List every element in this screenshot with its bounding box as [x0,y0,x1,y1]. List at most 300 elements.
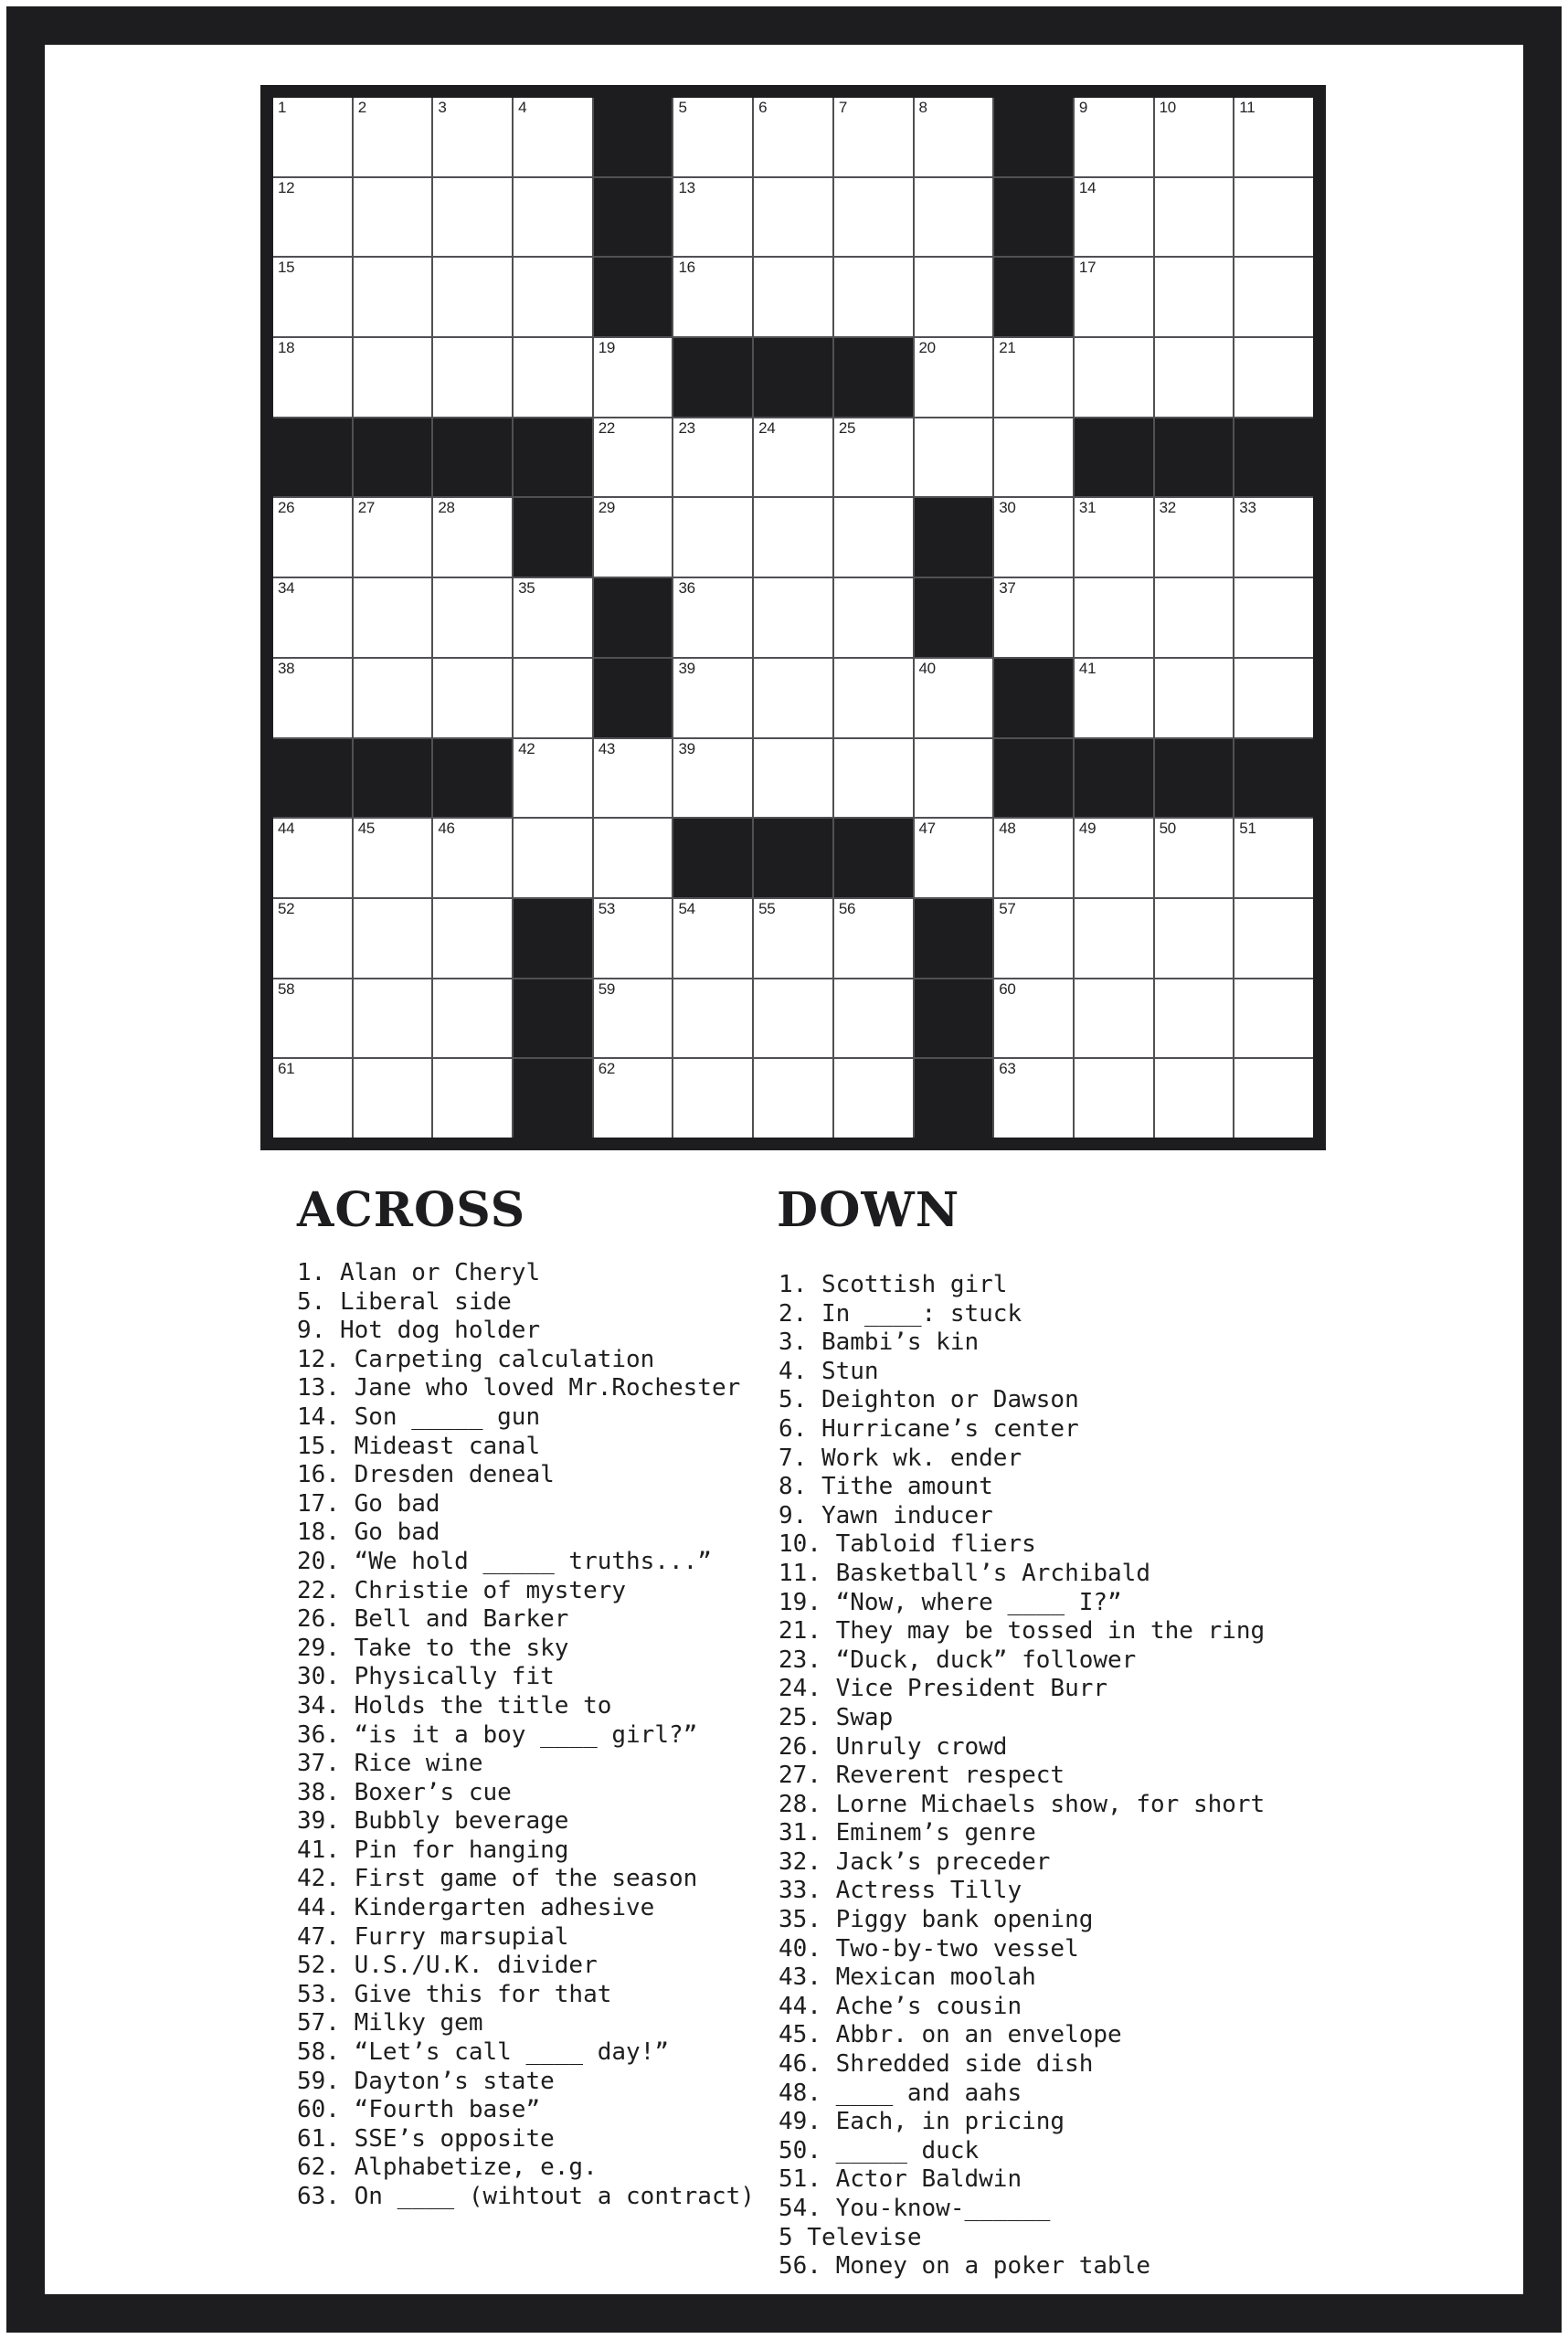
grid-cell-r3-c8[interactable] [834,258,913,336]
cell-number: 46 [438,820,455,838]
cell-number: 24 [758,418,776,437]
black-square-r6-c9 [915,498,993,577]
black-square-r9-c3 [433,739,512,818]
grid-cell-r4-c4[interactable] [514,338,592,417]
cell-number: 48 [999,820,1016,838]
cell-number: 16 [678,259,695,277]
grid-cell-r11-c5[interactable] [594,899,673,978]
black-square-r8-c5 [594,659,673,737]
grid-cell-r10-c10[interactable] [994,819,1073,897]
black-square-r5-c3 [433,418,512,497]
black-square-r10-c8 [834,819,913,897]
black-square-r11-c9 [915,899,993,978]
black-square-r9-c10 [994,739,1073,818]
cell-number: 62 [598,1060,616,1078]
cell-number: 12 [278,178,295,196]
grid-cell-r11-c10[interactable] [994,899,1073,978]
black-square-r7-c9 [915,578,993,657]
grid-cell-r13-c3[interactable] [433,1059,512,1138]
grid-cell-r8-c1[interactable] [273,659,352,737]
down-clue-1: 1. Scottish girl [779,1271,1008,1298]
grid-cell-r10-c1[interactable] [273,819,352,897]
cell-number: 55 [758,899,776,917]
grid-cell-r8-c8[interactable] [834,659,913,737]
cell-number: 47 [918,820,936,838]
grid-cell-r2-c13[interactable] [1234,178,1313,257]
grid-cell-r10-c4[interactable] [514,819,592,897]
grid-cell-r11-c8[interactable] [834,899,913,978]
grid-cell-r6-c3[interactable] [433,498,512,577]
grid-cell-r12-c10[interactable] [994,979,1073,1058]
down-clue-5: 5. Deighton or Dawson [779,1386,1079,1414]
down-clue-6: 6. Hurricane’s center [779,1414,1079,1443]
grid-cell-r8-c3[interactable] [433,659,512,737]
across-clue-38: 38. Boxer’s cue [297,1778,512,1806]
grid-cell-r2-c11[interactable] [1075,178,1153,257]
grid-cell-r7-c12[interactable] [1155,578,1234,657]
grid-cell-r3-c6[interactable] [673,258,752,336]
grid-cell-r9-c8[interactable] [834,739,913,818]
black-square-r5-c11 [1075,418,1153,497]
grid-cell-r6-c2[interactable] [354,498,432,577]
black-square-r8-c10 [994,659,1073,737]
grid-cell-r7-c2[interactable] [354,578,432,657]
grid-cell-r7-c6[interactable] [673,578,752,657]
black-square-r4-c7 [754,338,832,417]
down-heading: DOWN [777,1182,960,1238]
grid-cell-r2-c1[interactable] [273,178,352,257]
grid-cell-r1-c3[interactable] [433,98,512,176]
black-square-r5-c12 [1155,418,1234,497]
black-square-r4-c8 [834,338,913,417]
grid-cell-r4-c12[interactable] [1155,338,1234,417]
cell-number: 11 [1239,99,1255,116]
grid-cell-r3-c3[interactable] [433,258,512,336]
grid-cell-r8-c4[interactable] [514,659,592,737]
cell-number: 14 [1078,178,1097,196]
cell-number: 41 [1078,659,1097,677]
grid-cell-r11-c13[interactable] [1234,899,1313,978]
cell-number: 49 [1078,820,1097,838]
grid-cell-r9-c6[interactable] [673,739,752,818]
black-square-r2-c5 [594,178,673,257]
grid-cell-r7-c11[interactable] [1075,578,1153,657]
black-square-r12-c9 [915,979,993,1058]
grid-cell-r13-c12[interactable] [1155,1059,1234,1138]
across-clue-47: 47. Furry marsupial [297,1922,569,1951]
grid-cell-r12-c3[interactable] [433,979,512,1058]
across-clue-16: 16. Dresden deneal [297,1461,555,1489]
cell-number: 15 [278,259,295,277]
grid-cell-r11-c11[interactable] [1075,899,1153,978]
grid-cell-r8-c6[interactable] [673,659,752,737]
across-clue-41: 41. Pin for hanging [297,1836,569,1864]
grid-cell-r2-c8[interactable] [834,178,913,257]
black-square-r9-c12 [1155,739,1234,818]
across-clue-22: 22. Christie of mystery [297,1576,627,1604]
grid-cell-r11-c7[interactable] [754,899,832,978]
black-square-r10-c7 [754,819,832,897]
grid-cell-r2-c4[interactable] [514,178,592,257]
across-clue-63: 63. On ____ (wihtout a contract) [297,2183,755,2210]
cell-number: 36 [678,579,695,598]
grid-cell-r13-c5[interactable] [594,1059,673,1138]
cell-number: 28 [438,499,455,517]
grid-cell-r10-c5[interactable] [594,819,673,897]
cell-number: 29 [598,499,616,517]
black-square-r13-c4 [514,1059,592,1138]
cell-number: 43 [598,739,616,757]
across-clue-52: 52. U.S./U.K. divider [297,1952,598,1980]
down-clue-44: 44. Ache’s cousin [779,1992,1022,2020]
down-clue-4: 4. Stun [779,1357,879,1385]
across-clue-20: 20. “We hold _____ truths...” [297,1547,712,1575]
down-clue-26: 26. Unruly crowd [779,1732,1008,1761]
grid-cell-r9-c7[interactable] [754,739,832,818]
cell-number: 60 [999,979,1016,998]
across-clue-15: 15. Mideast canal [297,1432,541,1460]
grid-cell-r3-c11[interactable] [1075,258,1153,336]
grid-cell-r1-c7[interactable] [754,98,832,176]
cell-number: 32 [1159,499,1176,517]
down-clue-50: 50. _____ duck [779,2136,980,2164]
grid-cell-r6-c11[interactable] [1075,498,1153,577]
down-clue-54: 54. You-know-______ [779,2195,1051,2222]
cell-number: 26 [278,499,295,517]
grid-cell-r8-c12[interactable] [1155,659,1234,737]
grid-cell-r12-c7[interactable] [754,979,832,1058]
grid-cell-r5-c8[interactable] [834,418,913,497]
grid-cell-r6-c6[interactable] [673,498,752,577]
down-clue-11: 11. Basketball’s Archibald [779,1559,1150,1587]
grid-cell-r6-c1[interactable] [273,498,352,577]
black-square-r1-c5 [594,98,673,176]
across-clue-60: 60. “Fourth base” [297,2096,541,2124]
black-square-r5-c13 [1234,418,1313,497]
grid-cell-r10-c2[interactable] [354,819,432,897]
cell-number: 57 [999,899,1016,917]
grid-cell-r6-c7[interactable] [754,498,832,577]
grid-cell-r13-c7[interactable] [754,1059,832,1138]
across-clue-18: 18. Go bad [297,1519,440,1547]
down-clue-3: 3. Bambi’s kin [779,1328,980,1357]
down-clue-48: 48. ____ and aahs [779,2079,1022,2107]
grid-cell-r3-c13[interactable] [1234,258,1313,336]
grid-cell-r6-c10[interactable] [994,498,1073,577]
grid-cell-r4-c2[interactable] [354,338,432,417]
grid-cell-r8-c9[interactable] [915,659,993,737]
down-clue-45: 45. Abbr. on an envelope [779,2021,1122,2049]
cell-number: 35 [518,579,535,598]
grid-cell-r10-c12[interactable] [1155,819,1234,897]
grid-cell-r4-c1[interactable] [273,338,352,417]
grid-cell-r1-c9[interactable] [915,98,993,176]
down-clue-28: 28. Lorne Michaels show, for short [779,1790,1266,1818]
black-square-r6-c4 [514,498,592,577]
grid-cell-r3-c12[interactable] [1155,258,1234,336]
cell-number: 38 [278,659,295,677]
cell-number: 10 [1159,99,1176,116]
across-clue-list [297,1259,755,2212]
grid-cell-r5-c6[interactable] [673,418,752,497]
across-clue-12: 12. Carpeting calculation [297,1345,655,1373]
cell-number: 30 [999,499,1016,517]
black-square-r13-c9 [915,1059,993,1138]
grid-cell-r11-c3[interactable] [433,899,512,978]
grid-cell-r4-c10[interactable] [994,338,1073,417]
grid-cell-r1-c1[interactable] [273,98,352,176]
black-square-r9-c13 [1234,739,1313,818]
grid-cell-r13-c1[interactable] [273,1059,352,1138]
grid-cell-r3-c2[interactable] [354,258,432,336]
down-clue-33: 33. Actress Tilly [779,1877,1022,1905]
across-clue-13: 13. Jane who loved Mr.Rochester [297,1374,741,1402]
grid-cell-r2-c9[interactable] [915,178,993,257]
grid-cell-r2-c7[interactable] [754,178,832,257]
across-clue-5: 5. Liberal side [297,1287,512,1316]
grid-cell-r10-c11[interactable] [1075,819,1153,897]
down-clue-2: 2. In ____: stuck [779,1299,1022,1328]
cell-number: 5 [678,99,687,116]
grid-cell-r3-c9[interactable] [915,258,993,336]
grid-cell-r1-c2[interactable] [354,98,432,176]
down-clue-40: 40. Two-by-two vessel [779,1934,1079,1963]
down-clue-35: 35. Piggy bank opening [779,1906,1094,1934]
grid-cell-r1-c8[interactable] [834,98,913,176]
cell-number: 1 [278,99,287,116]
down-clue-9: 9. Yawn inducer [779,1501,993,1529]
cell-number: 6 [758,99,768,116]
black-square-r5-c2 [354,418,432,497]
grid-cell-r6-c8[interactable] [834,498,913,577]
grid-cell-r9-c4[interactable] [514,739,592,818]
grid-cell-r8-c2[interactable] [354,659,432,737]
down-clue-21: 21. They may be tossed in the ring [779,1617,1266,1646]
cell-number: 13 [678,178,695,196]
black-square-r5-c4 [514,418,592,497]
down-clue-23: 23. “Duck, duck” follower [779,1646,1137,1674]
grid-cell-r7-c7[interactable] [754,578,832,657]
grid-cell-r12-c5[interactable] [594,979,673,1058]
down-clue-51: 51. Actor Baldwin [779,2165,1022,2194]
grid-cell-r2-c3[interactable] [433,178,512,257]
cell-number: 58 [278,979,295,998]
cell-number: 63 [999,1060,1016,1078]
cell-number: 42 [518,739,535,757]
cell-number: 51 [1239,820,1256,838]
grid-cell-r4-c3[interactable] [433,338,512,417]
black-square-r9-c11 [1075,739,1153,818]
grid-cell-r3-c4[interactable] [514,258,592,336]
grid-cell-r13-c6[interactable] [673,1059,752,1138]
down-clue-27: 27. Reverent respect [779,1762,1065,1790]
grid-cell-r5-c10[interactable] [994,418,1073,497]
cell-number: 61 [278,1060,295,1078]
grid-cell-r12-c13[interactable] [1234,979,1313,1058]
grid-cell-r4-c13[interactable] [1234,338,1313,417]
black-square-r3-c5 [594,258,673,336]
cell-number: 31 [1078,499,1097,517]
across-clue-42: 42. First game of the season [297,1865,698,1893]
grid-cell-r1-c6[interactable] [673,98,752,176]
across-clue-26: 26. Bell and Barker [297,1605,569,1634]
grid-cell-r4-c5[interactable] [594,338,673,417]
across-clue-61: 61. SSE’s opposite [297,2124,555,2153]
grid-cell-r13-c11[interactable] [1075,1059,1153,1138]
cell-number: 44 [278,820,295,838]
grid-cell-r11-c1[interactable] [273,899,352,978]
black-square-r4-c6 [673,338,752,417]
across-clue-29: 29. Take to the sky [297,1634,569,1662]
cell-number: 40 [918,659,936,677]
grid-cell-r12-c11[interactable] [1075,979,1153,1058]
across-clue-1: 1. Alan or Cheryl [297,1259,541,1286]
grid-cell-r6-c12[interactable] [1155,498,1234,577]
down-clue-56: 56. Money on a poker table [779,2252,1150,2281]
cell-number: 33 [1239,499,1256,517]
grid-cell-r10-c13[interactable] [1234,819,1313,897]
grid-cell-r5-c5[interactable] [594,418,673,497]
grid-cell-r6-c5[interactable] [594,498,673,577]
across-clue-58: 58. “Let’s call ____ day!” [297,2038,669,2067]
crossword-grid-cells [273,98,1313,1138]
grid-cell-r9-c5[interactable] [594,739,673,818]
grid-cell-r7-c4[interactable] [514,578,592,657]
grid-cell-r8-c7[interactable] [754,659,832,737]
cell-number: 39 [678,659,695,677]
grid-cell-r11-c6[interactable] [673,899,752,978]
grid-cell-r3-c7[interactable] [754,258,832,336]
grid-cell-r13-c2[interactable] [354,1059,432,1138]
cell-number: 59 [598,979,616,998]
cell-number: 8 [918,99,927,116]
crossword-grid [260,85,1326,1150]
grid-cell-r12-c8[interactable] [834,979,913,1058]
black-square-r9-c1 [273,739,352,818]
cell-number: 9 [1078,99,1088,116]
black-square-r9-c2 [354,739,432,818]
across-clue-17: 17. Go bad [297,1489,440,1518]
across-clue-44: 44. Kindergarten adhesive [297,1894,655,1922]
across-clue-30: 30. Physically fit [297,1663,555,1691]
grid-cell-r11-c12[interactable] [1155,899,1234,978]
cell-number: 34 [278,579,295,598]
cell-number: 52 [278,899,295,917]
grid-cell-r13-c10[interactable] [994,1059,1073,1138]
across-clue-34: 34. Holds the title to [297,1691,612,1720]
across-clue-59: 59. Dayton’s state [297,2067,555,2095]
down-clue-25: 25. Swap [779,1703,894,1731]
across-clue-57: 57. Milky gem [297,2009,483,2037]
grid-cell-r7-c3[interactable] [433,578,512,657]
grid-cell-r4-c9[interactable] [915,338,993,417]
grid-cell-r1-c4[interactable] [514,98,592,176]
grid-cell-r2-c2[interactable] [354,178,432,257]
down-clue-5-line33: 5 Televise [779,2223,922,2251]
across-clue-62: 62. Alphabetize, e.g. [297,2154,598,2182]
cell-number: 50 [1159,820,1176,838]
cell-number: 37 [999,579,1016,598]
down-clue-19: 19. “Now, where ____ I?” [779,1588,1122,1616]
cell-number: 22 [598,418,616,437]
down-clue-46: 46. Shredded side dish [779,2050,1094,2079]
cell-number: 39 [678,739,695,757]
grid-cell-r13-c8[interactable] [834,1059,913,1138]
grid-cell-r7-c1[interactable] [273,578,352,657]
cell-number: 54 [678,899,695,917]
down-clue-7: 7. Work wk. ender [779,1444,1022,1472]
grid-cell-r5-c9[interactable] [915,418,993,497]
grid-cell-r8-c11[interactable] [1075,659,1153,737]
cell-number: 20 [918,339,936,357]
across-clue-37: 37. Rice wine [297,1750,483,1778]
cell-number: 7 [838,99,847,116]
cell-number: 21 [999,339,1016,357]
grid-cell-r10-c3[interactable] [433,819,512,897]
down-clue-10: 10. Tabloid fliers [779,1530,1036,1559]
grid-cell-r9-c9[interactable] [915,739,993,818]
cell-number: 56 [838,899,856,917]
grid-cell-r2-c12[interactable] [1155,178,1234,257]
grid-cell-r10-c9[interactable] [915,819,993,897]
across-clue-14: 14. Son _____ gun [297,1402,541,1431]
grid-cell-r12-c6[interactable] [673,979,752,1058]
black-square-r2-c10 [994,178,1073,257]
across-clue-39: 39. Bubbly beverage [297,1807,569,1836]
across-heading: ACROSS [297,1182,526,1238]
down-clue-43: 43. Mexican moolah [779,1963,1036,1992]
grid-cell-r7-c8[interactable] [834,578,913,657]
black-square-r1-c10 [994,98,1073,176]
grid-cell-r7-c10[interactable] [994,578,1073,657]
down-clue-24: 24. Vice President Burr [779,1675,1108,1703]
grid-cell-r7-c13[interactable] [1234,578,1313,657]
black-square-r7-c5 [594,578,673,657]
cell-number: 4 [518,99,527,116]
black-square-r5-c1 [273,418,352,497]
grid-cell-r12-c12[interactable] [1155,979,1234,1058]
down-clue-31: 31. Eminem’s genre [779,1819,1036,1847]
grid-cell-r8-c13[interactable] [1234,659,1313,737]
cell-number: 2 [357,99,366,116]
cell-number: 17 [1078,259,1097,277]
across-clue-9: 9. Hot dog holder [297,1317,541,1345]
cell-number: 45 [357,820,375,838]
cell-number: 19 [598,339,616,357]
grid-cell-r12-c2[interactable] [354,979,432,1058]
across-clue-53: 53. Give this for that [297,1980,612,2008]
cell-number: 3 [438,99,447,116]
grid-cell-r2-c6[interactable] [673,178,752,257]
grid-cell-r1-c13[interactable] [1234,98,1313,176]
grid-cell-r6-c13[interactable] [1234,498,1313,577]
down-clue-49: 49. Each, in pricing [779,2108,1065,2136]
grid-cell-r11-c2[interactable] [354,899,432,978]
grid-cell-r3-c1[interactable] [273,258,352,336]
cell-number: 53 [598,899,616,917]
black-square-r12-c4 [514,979,592,1058]
black-square-r10-c6 [673,819,752,897]
grid-cell-r13-c13[interactable] [1234,1059,1313,1138]
grid-cell-r1-c12[interactable] [1155,98,1234,176]
grid-cell-r5-c7[interactable] [754,418,832,497]
down-clue-list [779,1271,1265,2281]
grid-cell-r1-c11[interactable] [1075,98,1153,176]
down-clue-8: 8. Tithe amount [779,1473,993,1501]
grid-cell-r4-c11[interactable] [1075,338,1153,417]
grid-cell-r12-c1[interactable] [273,979,352,1058]
down-clue-32: 32. Jack’s preceder [779,1847,1051,1876]
